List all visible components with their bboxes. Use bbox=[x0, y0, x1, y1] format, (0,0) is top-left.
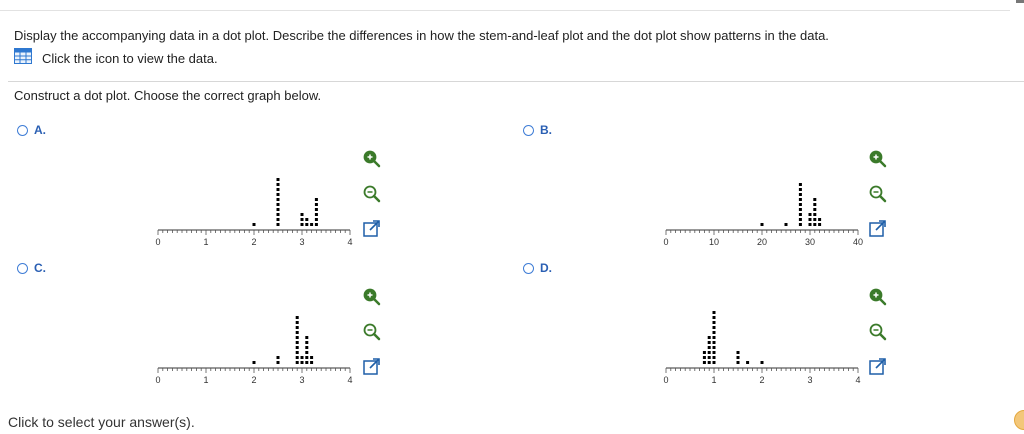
data-dot bbox=[713, 346, 716, 349]
tick-label: 4 bbox=[855, 375, 861, 385]
zoom-in-icon[interactable] bbox=[361, 286, 383, 308]
data-dot bbox=[818, 223, 821, 226]
zoom-out-icon[interactable] bbox=[867, 183, 889, 205]
data-dot bbox=[305, 356, 308, 359]
data-dot bbox=[296, 331, 299, 334]
data-dot bbox=[813, 203, 816, 206]
data-dot bbox=[813, 223, 816, 226]
data-dot bbox=[305, 336, 308, 339]
tick-label: 2 bbox=[759, 375, 765, 385]
zoom-in-icon[interactable] bbox=[867, 148, 889, 170]
option-label: C. bbox=[34, 261, 46, 275]
data-dot bbox=[713, 336, 716, 339]
data-dot bbox=[277, 223, 280, 226]
data-dot bbox=[315, 213, 318, 216]
data-dot bbox=[277, 218, 280, 221]
zoom-in-icon[interactable] bbox=[867, 286, 889, 308]
data-dot bbox=[296, 336, 299, 339]
corner-indicator bbox=[1016, 0, 1024, 3]
data-dot bbox=[708, 336, 711, 339]
data-dot bbox=[703, 356, 706, 359]
data-dot bbox=[813, 213, 816, 216]
data-dot bbox=[277, 203, 280, 206]
data-dot bbox=[301, 213, 304, 216]
data-dot bbox=[713, 321, 716, 324]
data-dot bbox=[301, 223, 304, 226]
option-c[interactable] bbox=[17, 261, 46, 275]
data-dot bbox=[310, 361, 313, 364]
data-dot bbox=[799, 218, 802, 221]
tick-label: 0 bbox=[663, 375, 669, 385]
data-dot bbox=[296, 326, 299, 329]
data-dot bbox=[305, 218, 308, 221]
data-dot bbox=[708, 361, 711, 364]
instruction-text: Construct a dot plot. Choose the correct graph below. bbox=[14, 88, 322, 103]
tick-label: 10 bbox=[708, 237, 720, 247]
data-dot bbox=[305, 341, 308, 344]
data-dot bbox=[296, 346, 299, 349]
data-dot bbox=[305, 351, 308, 354]
radio-button[interactable] bbox=[523, 263, 534, 274]
data-dot bbox=[310, 356, 313, 359]
footer-hint: Click to select your answer(s). bbox=[8, 414, 195, 430]
radio-button[interactable] bbox=[523, 125, 534, 136]
data-dot bbox=[713, 356, 716, 359]
tick-label: 3 bbox=[299, 375, 305, 385]
data-dot bbox=[301, 361, 304, 364]
data-dot bbox=[799, 223, 802, 226]
data-dot bbox=[296, 361, 299, 364]
data-dot bbox=[799, 198, 802, 201]
data-dot bbox=[277, 193, 280, 196]
data-dot bbox=[315, 198, 318, 201]
tick-label: 1 bbox=[203, 375, 209, 385]
data-dot bbox=[818, 218, 821, 221]
data-dot bbox=[809, 213, 812, 216]
table-icon[interactable] bbox=[14, 48, 32, 69]
tick-label: 2 bbox=[251, 237, 257, 247]
data-dot bbox=[737, 361, 740, 364]
top-border bbox=[0, 10, 1010, 11]
zoom-out-icon[interactable] bbox=[867, 321, 889, 343]
tick-label: 20 bbox=[756, 237, 768, 247]
data-dot bbox=[713, 316, 716, 319]
tick-label: 0 bbox=[663, 237, 669, 247]
dot-plot-c bbox=[140, 288, 370, 388]
dot-plot-a bbox=[140, 150, 370, 250]
dot-plot-d bbox=[648, 288, 878, 388]
data-dot bbox=[809, 218, 812, 221]
option-label: B. bbox=[540, 123, 552, 137]
data-dot bbox=[253, 361, 256, 364]
data-dot bbox=[703, 361, 706, 364]
question-text: Display the accompanying data in a dot plot. Describe the differences in how the stem-and-leaf plot and the dot plot show patterns in the data. bbox=[14, 28, 829, 43]
data-dot bbox=[301, 356, 304, 359]
data-dot bbox=[315, 223, 318, 226]
data-dot bbox=[277, 361, 280, 364]
data-dot bbox=[296, 356, 299, 359]
data-dot bbox=[761, 361, 764, 364]
data-dot bbox=[703, 351, 706, 354]
option-b[interactable] bbox=[523, 123, 552, 137]
option-label: D. bbox=[540, 261, 552, 275]
data-dot bbox=[277, 208, 280, 211]
data-dot bbox=[713, 331, 716, 334]
data-dot bbox=[296, 351, 299, 354]
data-dot bbox=[713, 361, 716, 364]
data-dot bbox=[305, 346, 308, 349]
data-dot bbox=[799, 203, 802, 206]
option-label: A. bbox=[34, 123, 46, 137]
data-dot bbox=[713, 351, 716, 354]
open-external-icon[interactable] bbox=[867, 218, 889, 240]
tick-label: 1 bbox=[203, 237, 209, 247]
tick-label: 40 bbox=[852, 237, 864, 247]
open-external-icon[interactable] bbox=[867, 356, 889, 378]
tick-label: 4 bbox=[347, 237, 353, 247]
data-dot bbox=[315, 208, 318, 211]
radio-button[interactable] bbox=[17, 125, 28, 136]
dot-plot-b bbox=[648, 150, 878, 250]
option-d[interactable] bbox=[523, 261, 552, 275]
data-dot bbox=[277, 178, 280, 181]
data-dot bbox=[253, 223, 256, 226]
data-dot bbox=[809, 223, 812, 226]
data-dot bbox=[737, 356, 740, 359]
data-dot bbox=[785, 223, 788, 226]
tick-label: 3 bbox=[807, 375, 813, 385]
data-dot bbox=[277, 183, 280, 186]
tick-label: 0 bbox=[155, 237, 161, 247]
view-data-label[interactable]: Click the icon to view the data. bbox=[42, 50, 218, 66]
data-dot bbox=[310, 223, 313, 226]
tick-label: 4 bbox=[347, 375, 353, 385]
data-dot bbox=[799, 183, 802, 186]
option-a[interactable] bbox=[17, 123, 46, 137]
data-dot bbox=[315, 218, 318, 221]
data-dot bbox=[708, 346, 711, 349]
data-dot bbox=[761, 223, 764, 226]
data-dot bbox=[799, 193, 802, 196]
data-dot bbox=[277, 198, 280, 201]
data-dot bbox=[799, 188, 802, 191]
data-dot bbox=[296, 321, 299, 324]
data-dot bbox=[296, 316, 299, 319]
data-dot bbox=[301, 218, 304, 221]
data-dot bbox=[305, 361, 308, 364]
data-dot bbox=[813, 218, 816, 221]
zoom-in-icon[interactable] bbox=[361, 148, 383, 170]
data-dot bbox=[813, 208, 816, 211]
data-dot bbox=[708, 356, 711, 359]
zoom-out-icon[interactable] bbox=[361, 183, 383, 205]
data-dot bbox=[708, 341, 711, 344]
data-dot bbox=[277, 213, 280, 216]
zoom-out-icon[interactable] bbox=[361, 321, 383, 343]
data-dot bbox=[708, 351, 711, 354]
data-dot bbox=[713, 341, 716, 344]
data-dot bbox=[315, 203, 318, 206]
open-external-icon[interactable] bbox=[361, 356, 383, 378]
data-dot bbox=[713, 326, 716, 329]
tick-label: 30 bbox=[804, 237, 816, 247]
radio-button[interactable] bbox=[17, 263, 28, 274]
view-data-link[interactable] bbox=[14, 50, 218, 66]
tick-label: 1 bbox=[711, 375, 717, 385]
help-badge[interactable] bbox=[1014, 410, 1024, 430]
data-dot bbox=[713, 311, 716, 314]
data-dot bbox=[799, 208, 802, 211]
data-dot bbox=[305, 223, 308, 226]
data-dot bbox=[277, 188, 280, 191]
data-dot bbox=[296, 341, 299, 344]
data-dot bbox=[277, 356, 280, 359]
tick-label: 0 bbox=[155, 375, 161, 385]
data-dot bbox=[737, 351, 740, 354]
data-dot bbox=[799, 213, 802, 216]
tick-label: 3 bbox=[299, 237, 305, 247]
open-external-icon[interactable] bbox=[361, 218, 383, 240]
tick-label: 2 bbox=[251, 375, 257, 385]
data-dot bbox=[813, 198, 816, 201]
section-divider bbox=[8, 81, 1024, 82]
data-dot bbox=[746, 361, 749, 364]
